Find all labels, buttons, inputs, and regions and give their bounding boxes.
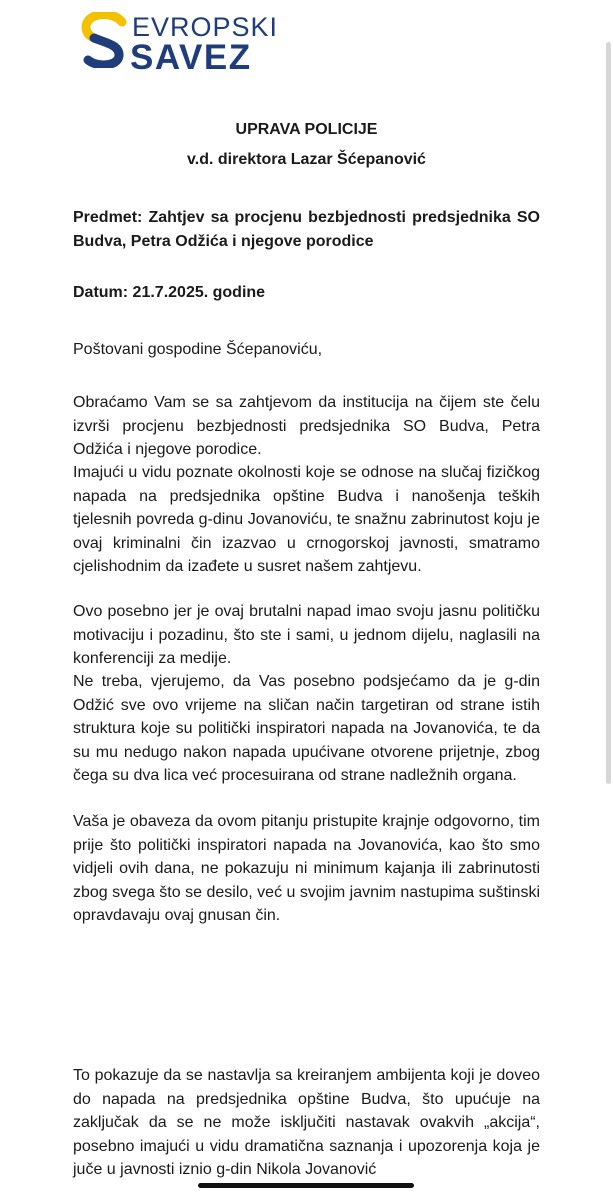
- paragraph-1: Obraćamo Vam se sa zahtjevom da institucija na čijem ste čelu izvrši procjenu bezbjednosti predsjednika SO Budva, Petra Odžića i njegove porodice.: [73, 394, 540, 458]
- logo-line-2: SAVEZ: [130, 38, 252, 77]
- paragraph-4: Ne treba, vjerujemo, da Vas posebno podsjećamo da je g-din Odžić sve ovo vrijeme na sličan način targetiran od strane istih struktura koje su politički inspiratori napada na Jovanovića, te da su mu nedugo nakon napada upućivane otvorene prijetnje, zbog čega su dva lica već procesuirana od strane nadležnih organa.: [73, 673, 540, 784]
- logo-line-1: EVROPSKI: [132, 12, 279, 42]
- paragraph-6: To pokazuje da se nastavlja sa kreiranjem ambijenta koji je doveo do napada na predsjednika opštine Budva, što upućuje na zaključak da se ne može isključiti nastavak ovakvih „akcija“, posebno imajući u vidu dramatična saznanja i upozorenja koja je juče u javnosti iznio g-din Nikola Jovanović: [73, 1067, 540, 1178]
- logo-s-emblem: [80, 12, 128, 68]
- subject-line: Predmet: Zahtjev sa procjenu bezbjednosti predsjednika SO Budva, Petra Odžića i njegove porodice: [73, 209, 540, 250]
- recipient-name: v.d. direktora Lazar Šćepanović: [187, 151, 426, 168]
- salutation: Poštovani gospodine Šćepanoviću,: [73, 341, 323, 358]
- party-logo: [80, 12, 279, 77]
- paragraph-5: Vaša je obaveza da ovom pitanju pristupite krajnje odgovorno, tim prije što politički inspiratori napada na Jovanovića, kao što smo vidjeli ovih dana, ne pokazuju ni minimum kajanja ili zabrinutosti zbog svega što se desilo, već u svojim javnim nastupima suštinski opravdavaju ovaj gnusan čin.: [73, 813, 540, 924]
- date-line: Datum: 21.7.2025. godine: [73, 284, 266, 301]
- home-indicator: [198, 1183, 414, 1188]
- paragraph-3: Ovo posebno jer je ovaj brutalni napad imao svoju jasnu političku motivaciju i pozadinu, što ste i sami, u jednom dijelu, naglasili na konferenciji za medije.: [73, 603, 540, 667]
- recipient-institution: UPRAVA POLICIJE: [235, 121, 378, 138]
- paragraph-2: Imajući u vidu poznate okolnosti koje se odnose na slučaj fizičkog napada na predsjednika opštine Budva i nanošenja teških tjelesnih povreda g-dinu Jovanoviću, te snažnu zabrinutost koju je ovaj kriminalni čin izazvao u crnogorskoj javnosti, smatramo cjelishodnim da izađete u susret našem zahtjevu.: [73, 464, 540, 575]
